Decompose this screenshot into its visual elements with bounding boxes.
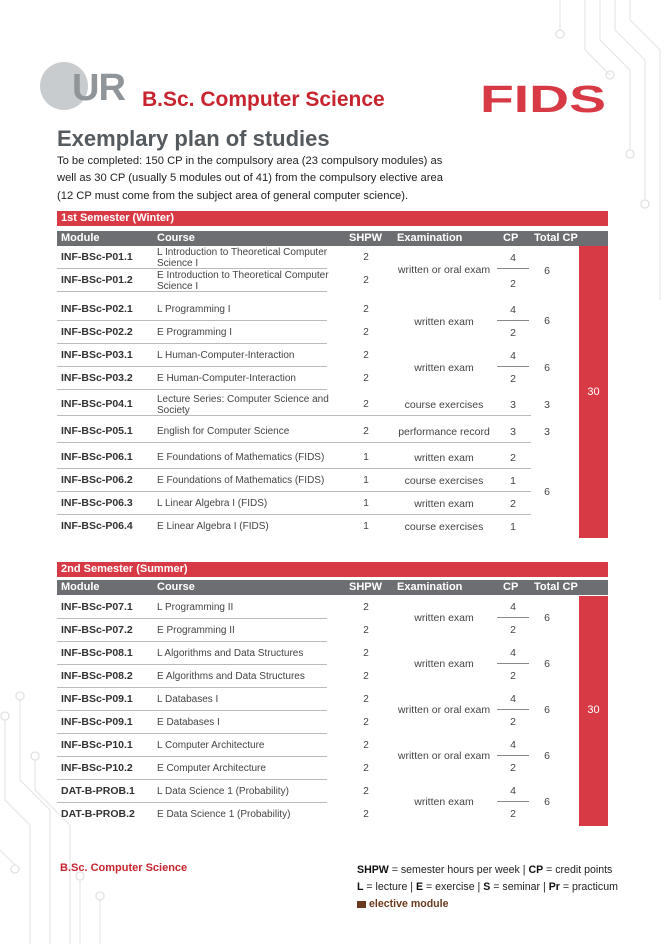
exam-type: written exam <box>414 658 474 670</box>
exam-type: written or oral exam <box>397 750 491 762</box>
semester2-total-cp: 30 <box>587 704 600 716</box>
col-cp: CP <box>503 581 519 593</box>
module-total-cp: 6 <box>544 315 550 327</box>
legend <box>357 862 647 913</box>
program-title: B.Sc. Computer Science <box>142 88 385 111</box>
course-name: L Algorithms and Data Structures <box>157 648 304 659</box>
shpw-value: 2 <box>363 304 369 315</box>
module-code: INF-BSc-P03.1 <box>61 349 133 361</box>
course-name: L Programming II <box>157 602 234 613</box>
semester2-title: 2nd Semester (Summer) <box>57 562 608 577</box>
exam-type: written exam <box>414 498 474 510</box>
module-code: INF-BSc-P01.2 <box>61 274 133 286</box>
cp-value: 4 <box>510 647 516 659</box>
shpw-value: 2 <box>363 648 369 659</box>
course-name: L Computer Architecture <box>157 740 265 751</box>
course-name: L Programming I <box>157 304 231 315</box>
module-code: INF-BSc-P10.2 <box>61 762 133 774</box>
fids-logo-text: FIDS <box>480 82 606 114</box>
legend-abbr: E <box>416 881 424 893</box>
cp-divider <box>497 617 529 618</box>
shpw-value: 2 <box>363 671 369 682</box>
module-code: INF-BSc-P06.3 <box>61 497 133 509</box>
module-code: INF-BSc-P01.1 <box>61 251 133 263</box>
legend-text: = lecture | <box>363 881 416 893</box>
course-name: E Linear Algebra I (FIDS) <box>157 521 269 532</box>
legend-line-2 <box>357 879 647 896</box>
module-code: INF-BSc-P02.2 <box>61 326 133 338</box>
legend-text: = seminar | <box>490 881 549 893</box>
shpw-value: 2 <box>363 350 369 361</box>
course-name: E Algorithms and Data Structures <box>157 671 305 682</box>
course-name: L Human-Computer-Interaction <box>157 350 295 361</box>
col-examination: Examination <box>397 581 463 593</box>
legend-abbr: L <box>357 881 364 893</box>
cp-value: 2 <box>510 670 516 682</box>
cp-value: 3 <box>510 426 516 438</box>
cp-value: 2 <box>510 624 516 636</box>
cp-divider <box>497 755 529 756</box>
course-name: E Programming I <box>157 327 233 338</box>
exam-type: written exam <box>414 612 474 624</box>
course-name: L Linear Algebra I (FIDS) <box>157 498 268 509</box>
exam-type: course exercises <box>404 521 484 533</box>
shpw-value: 2 <box>363 694 369 705</box>
semester1-title: 1st Semester (Winter) <box>57 211 608 226</box>
cp-value: 4 <box>510 785 516 797</box>
col-module: Module <box>61 581 100 593</box>
cp-value: 2 <box>510 452 516 464</box>
course-name: E Foundations of Mathematics (FIDS) <box>157 452 325 463</box>
cp-value: 2 <box>510 762 516 774</box>
module-total-cp: 6 <box>544 612 550 624</box>
module-total-cp: 6 <box>544 704 550 716</box>
semester2-total-block <box>579 596 608 826</box>
shpw-value: 1 <box>363 452 369 463</box>
course-name: Lecture Series: Computer Science and Society <box>157 393 329 416</box>
course-name: E Data Science 1 (Probability) <box>157 809 291 820</box>
exam-type: course exercises <box>404 399 484 411</box>
module-total-cp: 6 <box>544 796 550 808</box>
course-name: E Human-Computer-Interaction <box>157 373 296 384</box>
cp-value: 4 <box>510 739 516 751</box>
module-code: DAT-B-PROB.1 <box>61 785 135 797</box>
col-examination: Examination <box>397 232 463 244</box>
shpw-value: 2 <box>363 717 369 728</box>
module-total-cp: 3 <box>544 399 550 411</box>
cp-value: 2 <box>510 808 516 820</box>
semester1-total-block <box>579 246 608 538</box>
module-code: INF-BSc-P09.1 <box>61 716 133 728</box>
module-total-cp: 6 <box>544 486 550 498</box>
shpw-value: 1 <box>363 475 369 486</box>
cp-divider <box>497 663 529 664</box>
col-module: Module <box>61 232 100 244</box>
module-total-cp: 6 <box>544 658 550 670</box>
shpw-value: 2 <box>363 252 369 263</box>
cp-divider <box>497 801 529 802</box>
legend-line-3 <box>357 896 647 913</box>
row-divider <box>57 415 531 416</box>
exam-type: written exam <box>414 362 474 374</box>
legend-line-1 <box>357 862 647 879</box>
module-code: INF-BSc-P07.1 <box>61 601 133 613</box>
cp-value: 2 <box>510 716 516 728</box>
module-code: INF-BSc-P06.4 <box>61 520 133 532</box>
intro-text: To be completed: 150 CP in the compulsory area (23 compulsory modules) as well as 30 CP (usually 5 modules out of 41) from the compulsory elective area (12 CP must come from the subject area of general computer science). <box>57 155 443 202</box>
module-code: INF-BSc-P02.1 <box>61 303 133 315</box>
module-total-cp: 6 <box>544 750 550 762</box>
course-name: L Introduction to Theoretical Computer Science I <box>157 246 328 269</box>
cp-divider <box>497 268 529 269</box>
row-divider <box>57 291 327 292</box>
shpw-value: 2 <box>363 327 369 338</box>
elective-label: elective module <box>369 898 449 910</box>
module-code: INF-BSc-P05.1 <box>61 425 133 437</box>
cp-value: 4 <box>510 693 516 705</box>
cp-value: 4 <box>510 350 516 362</box>
cp-value: 3 <box>510 399 516 411</box>
module-code: INF-BSc-P07.2 <box>61 624 133 636</box>
cp-divider <box>497 366 529 367</box>
legend-abbr: SHPW <box>357 864 389 876</box>
cp-value: 4 <box>510 601 516 613</box>
cp-value: 1 <box>510 475 516 487</box>
exam-type: written exam <box>414 316 474 328</box>
module-code: INF-BSc-P08.1 <box>61 647 133 659</box>
col-total-cp: Total CP <box>534 581 578 593</box>
exam-type: written or oral exam <box>397 264 491 276</box>
cp-value: 2 <box>510 373 516 385</box>
shpw-value: 1 <box>363 498 369 509</box>
shpw-value: 2 <box>363 373 369 384</box>
course-name: E Programming II <box>157 625 235 636</box>
semester2-header-row <box>57 580 608 595</box>
cp-value: 4 <box>510 304 516 316</box>
semester1-total-cp: 30 <box>587 386 600 398</box>
cp-value: 2 <box>510 327 516 339</box>
module-code: INF-BSc-P04.1 <box>61 398 133 410</box>
elective-swatch-icon <box>357 901 366 908</box>
col-course: Course <box>157 232 195 244</box>
cp-divider <box>497 709 529 710</box>
course-name: E Introduction to Theoretical Computer Science I <box>157 269 329 292</box>
shpw-value: 2 <box>363 740 369 751</box>
legend-text: = exercise | <box>423 881 484 893</box>
legend-abbr: CP <box>528 864 544 876</box>
shpw-value: 2 <box>363 809 369 820</box>
shpw-value: 2 <box>363 602 369 613</box>
semester1-header-row <box>57 231 608 246</box>
cp-value: 2 <box>510 278 516 290</box>
course-name: L Databases I <box>157 694 219 705</box>
row-divider <box>57 389 327 390</box>
module-code: INF-BSc-P03.2 <box>61 372 133 384</box>
course-name: English for Computer Science <box>157 426 290 437</box>
cp-value: 2 <box>510 498 516 510</box>
shpw-value: 2 <box>363 399 369 410</box>
cp-divider <box>497 320 529 321</box>
module-code: INF-BSc-P06.1 <box>61 451 133 463</box>
course-name: E Foundations of Mathematics (FIDS) <box>157 475 325 486</box>
fids-logo <box>480 82 608 114</box>
footer-program: B.Sc. Computer Science <box>60 862 188 874</box>
cp-value: 4 <box>510 252 516 264</box>
legend-text: = credit points <box>543 864 613 876</box>
course-name: E Computer Architecture <box>157 763 266 774</box>
shpw-value: 2 <box>363 625 369 636</box>
module-total-cp: 3 <box>544 426 550 438</box>
module-code: INF-BSc-P06.2 <box>61 474 133 486</box>
module-code: DAT-B-PROB.2 <box>61 808 135 820</box>
cp-value: 1 <box>510 521 516 533</box>
legend-text: = practicum <box>559 881 618 893</box>
shpw-value: 2 <box>363 786 369 797</box>
col-shpw: SHPW <box>349 232 382 244</box>
module-code: INF-BSc-P08.2 <box>61 670 133 682</box>
module-code: INF-BSc-P09.1 <box>61 693 133 705</box>
col-total-cp: Total CP <box>534 232 578 244</box>
shpw-value: 2 <box>363 763 369 774</box>
course-name: E Databases I <box>157 717 220 728</box>
logo-text: UR <box>72 67 125 109</box>
course-name: L Data Science 1 (Probability) <box>157 786 289 797</box>
legend-abbr: S <box>483 881 491 893</box>
module-total-cp: 6 <box>544 265 550 277</box>
col-shpw: SHPW <box>349 581 382 593</box>
exam-type: performance record <box>398 426 490 438</box>
shpw-value: 1 <box>363 521 369 532</box>
legend-text: = semester hours per week | <box>388 864 529 876</box>
legend-abbr: Pr <box>548 881 560 893</box>
shpw-value: 2 <box>363 275 369 286</box>
col-cp: CP <box>503 232 519 244</box>
exam-type: written exam <box>414 796 474 808</box>
page-title: Exemplary plan of studies <box>57 126 330 151</box>
shpw-value: 2 <box>363 426 369 437</box>
module-total-cp: 6 <box>544 362 550 374</box>
exam-type: course exercises <box>404 475 484 487</box>
module-code: INF-BSc-P10.1 <box>61 739 133 751</box>
col-course: Course <box>157 581 195 593</box>
exam-type: written exam <box>414 452 474 464</box>
exam-type: written or oral exam <box>397 704 491 716</box>
